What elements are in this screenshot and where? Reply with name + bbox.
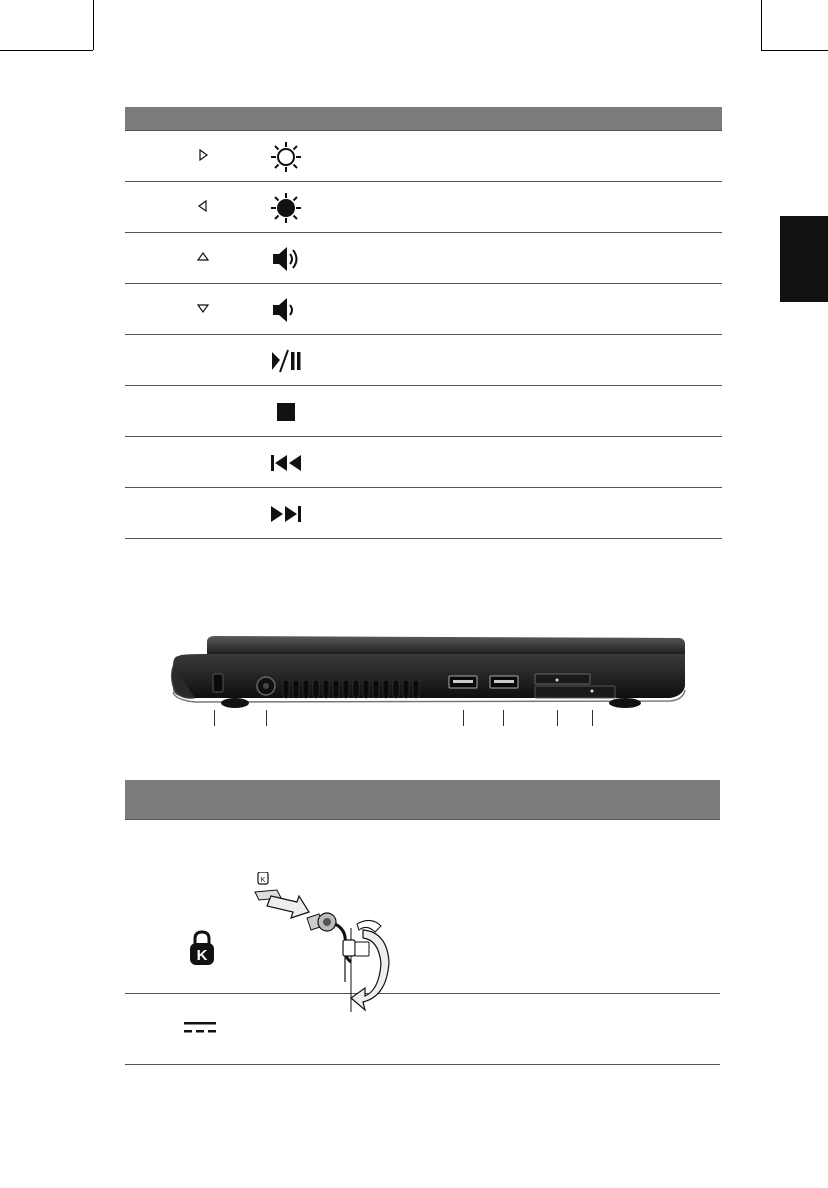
hotkey-table-header: [125, 107, 722, 131]
language-side-tab: [780, 216, 828, 302]
stop-icon: [269, 395, 303, 429]
crop-mark-top-right-horizontal: [761, 50, 828, 51]
hotkey-row: [125, 131, 722, 182]
hotkey-row: [125, 284, 722, 335]
hotkey-row: [125, 182, 722, 233]
volume-down-icon: [269, 293, 303, 327]
port-row: [125, 820, 720, 994]
hotkey-row: [125, 386, 722, 437]
kensington-lock-icon: [187, 930, 217, 966]
previous-track-icon: [269, 446, 303, 480]
callout-line-5: [557, 710, 558, 726]
hotkey-row: [125, 437, 722, 488]
svg-text:K: K: [260, 877, 266, 884]
next-track-icon: [269, 497, 303, 531]
dc-in-icon: [183, 1020, 217, 1036]
brightness-down-icon: [269, 191, 303, 225]
port-table: [125, 780, 720, 1065]
callout-line-4: [503, 710, 504, 726]
crop-mark-top-right-vertical: [761, 0, 762, 50]
laptop-left-side-view: [165, 630, 695, 730]
crop-mark-top-left-vertical: [93, 0, 94, 50]
crop-mark-top-left-horizontal: [0, 50, 93, 51]
triangle-down-icon: [195, 300, 211, 316]
svg-text:K: K: [196, 947, 208, 964]
hotkey-row: [125, 488, 722, 539]
triangle-right-icon: [195, 147, 211, 163]
play-pause-icon: [269, 344, 303, 378]
brightness-up-icon: [269, 140, 303, 174]
callout-line-3: [463, 710, 464, 726]
port-row: [125, 994, 720, 1065]
callout-line-1: [214, 710, 215, 726]
callout-line-2: [266, 710, 267, 726]
triangle-up-icon: [195, 249, 211, 265]
volume-up-icon: [269, 242, 303, 276]
hotkey-row: [125, 335, 722, 386]
triangle-left-icon: [195, 198, 211, 214]
callout-line-6: [592, 710, 593, 726]
hotkey-table: [125, 107, 722, 539]
port-table-header: [125, 780, 720, 820]
hotkey-row: [125, 233, 722, 284]
